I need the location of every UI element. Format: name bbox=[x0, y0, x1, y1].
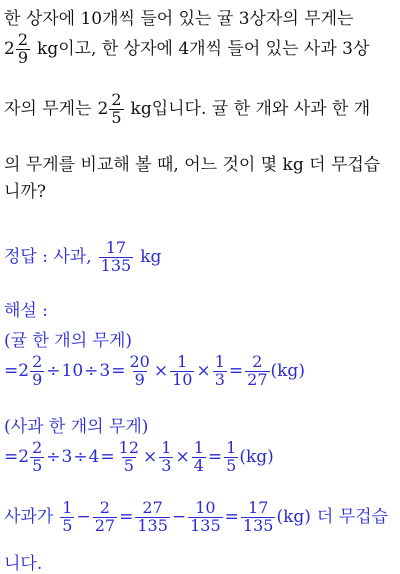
problem-line-4: 의 무게를 비교해 볼 때, 어느 것이 몇 kg 더 무겁습 bbox=[4, 155, 381, 175]
conclusion-equation: 사과가 $\frac{1}{5}$ − $\frac{2}{27}$ = $\frac{27}{135}$ − $\frac{10}{135}$ = $\frac{17}{135}$ (kg) 더 무겁습 bbox=[4, 498, 389, 535]
tangerine-heading: (귤 한 개의 무게) bbox=[4, 331, 133, 351]
problem-line-3: 자의 무게는 2 $\frac{2}{5}$ kg입니다. 귤 한 개와 사과 한 개 bbox=[4, 90, 371, 127]
fraction: $\frac{2}{9}$ bbox=[17, 30, 29, 67]
answer-line bbox=[4, 240, 396, 275]
apple-equation: =2 $\frac{2}{5}$ ÷3÷4= $\frac{12}{5}$ × $\frac{1}{3}$ × $\frac{1}{4}$ = $\frac{1}{5}$ (kg) bbox=[4, 438, 274, 475]
problem-line-5: 니까? bbox=[4, 182, 46, 202]
problem-line-1: 한 상자에 10개씩 들어 있는 귤 3상자의 무게는 bbox=[4, 9, 354, 29]
solution-label: 해설 : bbox=[4, 301, 48, 321]
answer-unit: kg bbox=[140, 246, 162, 267]
tangerine-equation: =2 $\frac{2}{9}$ ÷10÷3= $\frac{20}{9}$ × $\frac{1}{10}$ × $\frac{1}{3}$ = $\frac{2}{27}$ (kg) bbox=[4, 352, 305, 389]
mixed-whole: 2 bbox=[4, 38, 15, 59]
apple-heading: (사과 한 개의 무게) bbox=[4, 417, 149, 437]
answer-fraction: $\frac{17}{135}$ bbox=[100, 238, 132, 275]
conclusion-tail: 니다. bbox=[4, 554, 43, 574]
answer-label: 정답 : 사과, bbox=[4, 246, 92, 267]
fraction: $\frac{2}{5}$ bbox=[111, 90, 122, 127]
problem-line-2 bbox=[4, 32, 396, 67]
problem-text: kg이고, 한 상자에 4개씩 들어 있는 사과 3상 bbox=[37, 38, 370, 59]
